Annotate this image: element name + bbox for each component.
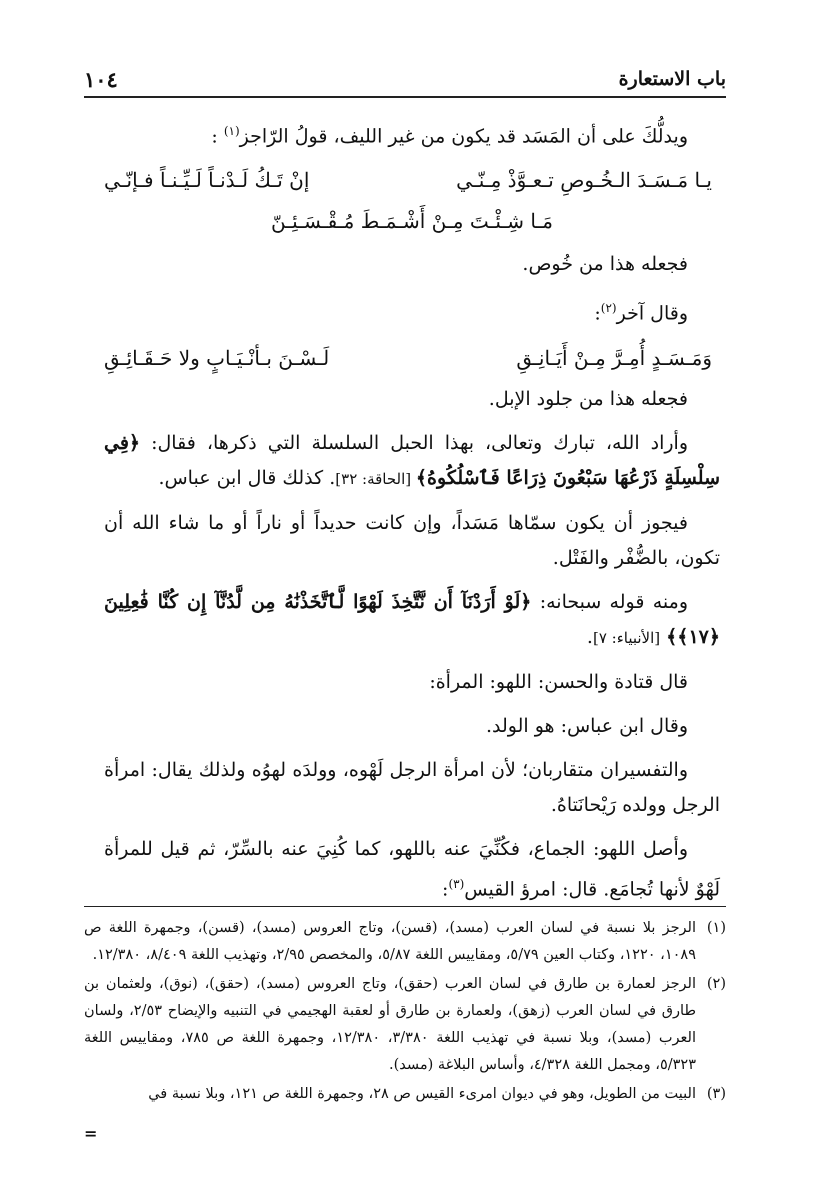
footnote-number: (١) bbox=[706, 920, 726, 936]
footnote bbox=[84, 971, 726, 1079]
paragraph: فيجوز أن يكون سمّاها مَسَداً، وإن كانت حديداً أو ناراً أو ما شاء الله أن تكون، بالضُّفْر والفَتْل. bbox=[104, 511, 720, 569]
paragraph: وقال آخر$^{(٢)}$: bbox=[594, 301, 688, 325]
paragraph: وأصل اللهو: الجماع، فكُنِّيَ عنه باللهو، كما كُنِيَ عنه بالسِّرّ، ثم قيل للمرأة لَهْوٌ لأنها تُجامَع. قال: امرؤ القيس$^{(٣)}$: bbox=[104, 837, 720, 900]
paragraph: والتفسيران متقاربان؛ لأن امرأة الرجل لَهْوه، وولدَه لهوُه ولذلك يقال: امرأة الرجل وولده رَيْحانَتاهُ. bbox=[104, 758, 720, 816]
footnote-text: الرجز بلا نسبة في لسان العرب (مسد)، (قسن)، وتاج العروس (مسد)، (قسن)، وجمهرة اللغة ص ١٠٨٩، ١٢٢٠، وكتاب العين ٥/٧٩، ومقاييس اللغة ٥/٨٧، والمخصص ٢/٩٥، وتهذيب اللغة ٨/٤٠٩، ١٢/٣٨٠. bbox=[84, 920, 696, 963]
quran-quote: ﴿فِي سِلْسِلَةٍ ذَرْعُهَا سَبْعُونَ ذِرَاعًا فَٱسْلُكُوهُ﴾ bbox=[104, 431, 720, 489]
paragraph: قال قتادة والحسن: اللهو: المرأة: bbox=[429, 670, 688, 693]
paragraph: فجعله هذا من جلود الإبل. bbox=[488, 387, 688, 410]
footnotes bbox=[84, 906, 726, 1110]
paragraph: ومنه قوله سبحانه: ﴿لَوْ أَرَدْنَآ أَن نَّتَّخِذَ لَهْوًا لَّٱتَّخَذْنَٰهُ مِن لَّدُنَّآ إِن كُنَّا فَٰعِلِينَ ﴿١٧﴾﴾ [الأنبياء: ٧]. bbox=[104, 590, 720, 648]
footnote bbox=[84, 1081, 726, 1108]
verse-line bbox=[104, 204, 720, 239]
verse-line bbox=[104, 163, 720, 198]
footnote-text: الرجز لعمارة بن طارق في لسان العرب (حقق)، وتاج العروس (مسد)، (حقق)، (نوق)، ولعثمان بن طارق في لسان العرب (زهق)، ولعمارة بن طارق أو لعقبة الهجيمي في التنبيه والإيضاح ٢/٥٣، ولسان العرب (مسد)، وبلا نسبة في تهذيب اللغة ٣/٣٨٠، ١٢/٣٨٠، وجمهرة اللغة ص ٧٨٥، ومقاييس اللغة ٥/٣٢٣، ومجمل اللغة ٤/٣٢٨، وأساس البلاغة (مسد). bbox=[84, 976, 696, 1073]
footnote-ref[interactable]: (٢) bbox=[600, 301, 617, 316]
running-header bbox=[84, 58, 726, 98]
footnote-ref[interactable]: (٣) bbox=[448, 876, 465, 891]
hemistich: وَمَـسَـدٍ أُمِـرَّ مِـنْ أَيَـانِـقِ bbox=[516, 345, 712, 370]
footnote-text: البيت من الطويل، وهو في ديوان امرىء القيس ص ٢٨، وجمهرة اللغة ص ١٢١، وبلا نسبة في bbox=[148, 1086, 696, 1102]
chapter-title: باب الاستعارة bbox=[618, 68, 726, 90]
paragraph: فجعله هذا من خُوص. bbox=[522, 253, 688, 276]
verse-reference: [الحاقة: ٣٢] bbox=[335, 469, 416, 488]
footnote-ref[interactable]: (١) bbox=[223, 124, 240, 138]
hemistich: مَـا شِـئْـتَ مِـنْ أَشْـمَـطَ مُـقْـسَـئِـنّ bbox=[271, 209, 553, 234]
continuation-mark: = bbox=[84, 1124, 98, 1143]
footnote bbox=[84, 915, 726, 969]
footnote-number: (٢) bbox=[706, 976, 726, 992]
hemistich: يـا مَـسَـدَ الـخُـوصِ تـعـوَّذْ مِـنّـي bbox=[456, 168, 712, 193]
main-text bbox=[104, 114, 720, 916]
paragraph: ويدلُّكَ على أن المَسَد قد يكون من غير الليف، قولُ الرّاجز$^{(١)}$ : bbox=[211, 124, 688, 148]
footnote-number: (٣) bbox=[706, 1086, 726, 1102]
paragraph: وأراد الله، تبارك وتعالى، بهذا الحبل السلسلة التي ذكرها، فقال: ﴿فِي سِلْسِلَةٍ ذَرْعُهَا سَبْعُونَ ذِرَاعًا فَٱسْلُكُوهُ﴾ [الحاقة: ٣٢]. كذلك قال ابن عباس. bbox=[104, 431, 720, 489]
quran-quote: ﴿لَوْ أَرَدْنَآ أَن نَّتَّخِذَ لَهْوًا لَّٱتَّخَذْنَٰهُ مِن لَّدُنَّآ إِن كُنَّا فَٰعِلِينَ ﴿١٧﴾﴾ bbox=[104, 590, 720, 648]
hemistich: لَـسْـنَ بـأنْـيَـابٍ ولا حَـقَـائِـقِ bbox=[104, 345, 330, 370]
verse-line bbox=[104, 341, 720, 376]
page-number: ١٠٤ bbox=[84, 67, 118, 92]
hemistich: إنْ تَـكُ لَـدْنـاً لَـيِّـنـاً فـإنّـي bbox=[104, 168, 310, 193]
verse-reference: [الأنبياء: ٧] bbox=[592, 628, 661, 647]
paragraph: وقال ابن عباس: هو الولد. bbox=[485, 714, 688, 737]
